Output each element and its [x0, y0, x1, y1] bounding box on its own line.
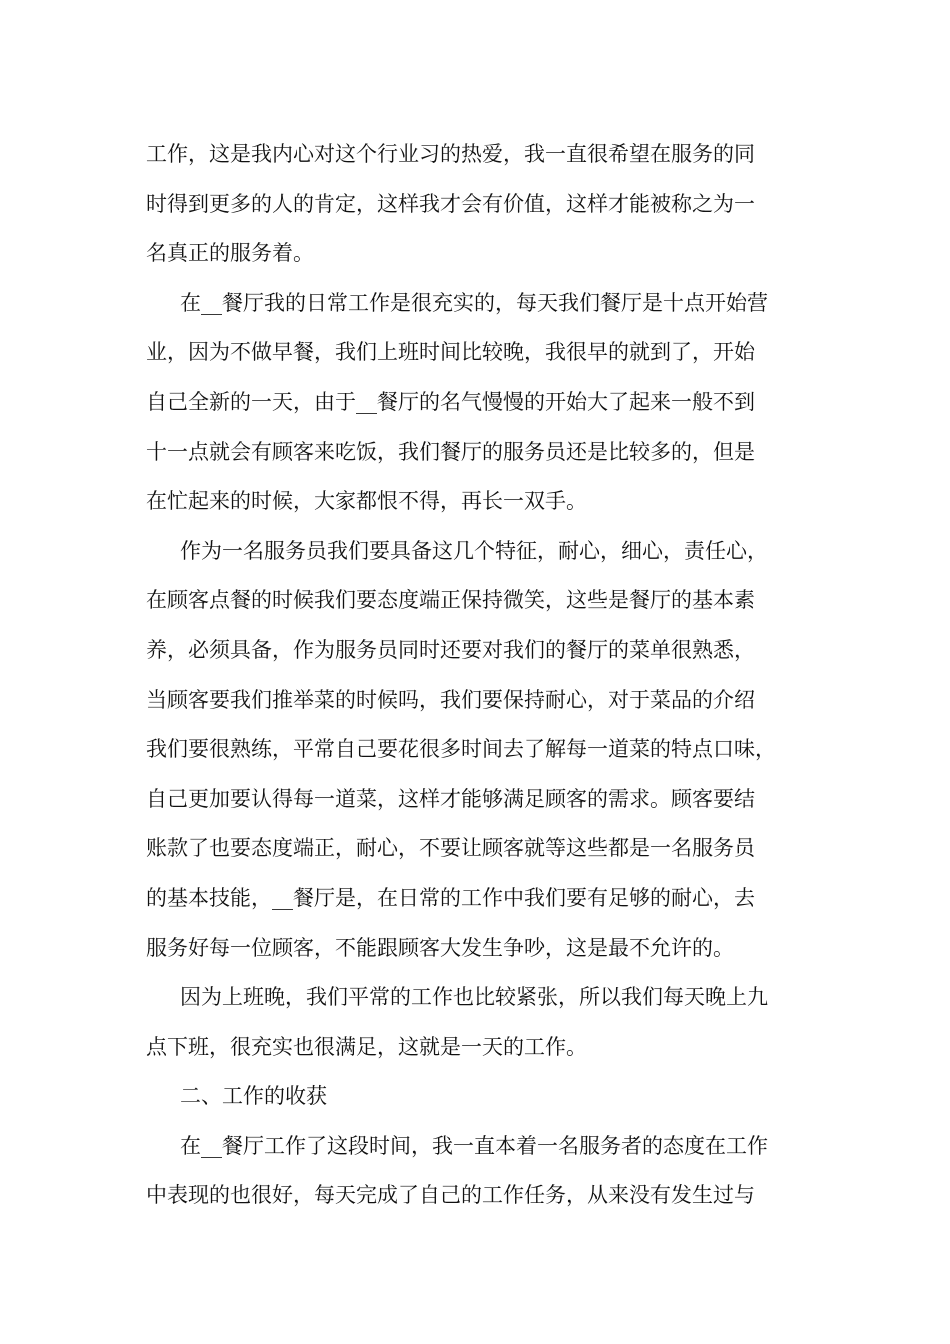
- text-line: 当顾客要我们推举菜的时候吗，我们要保持耐心，对于菜品的介绍: [146, 687, 755, 712]
- text-line: 在顾客点餐的时候我们要态度端正保持微笑，这些是餐厅的基本素: [146, 588, 755, 613]
- text-line: 的基本技能，__餐厅是，在日常的工作中我们要有足够的耐心，去: [146, 885, 755, 910]
- text-line: 自己全新的一天，由于__餐厅的名气慢慢的开始大了起来一般不到: [146, 389, 755, 414]
- text-line: 业，因为不做早餐，我们上班时间比较晚，我很早的就到了，开始: [146, 340, 755, 365]
- paragraph-start-line: 因为上班晚，我们平常的工作也比较紧张，所以我们每天晚上九: [180, 985, 768, 1010]
- text-line: 十一点就会有顾客来吃饭，我们餐厅的服务员还是比较多的，但是: [146, 439, 755, 464]
- text-line: 账款了也要态度端正，耐心，不要让顾客就等这些都是一名服务员: [146, 836, 755, 861]
- document-body: [146, 130, 806, 1221]
- text-line: 中表现的也很好，每天完成了自己的工作任务，从来没有发生过与: [146, 1183, 755, 1208]
- text-line: 在忙起来的时候，大家都恨不得，再长一双手。: [146, 489, 587, 514]
- text-line: 名真正的服务着。: [146, 241, 314, 266]
- text-line: 时得到更多的人的肯定，这样我才会有价值，这样才能被称之为一: [146, 191, 755, 216]
- paragraph-start-line: 在__餐厅我的日常工作是很充实的，每天我们餐厅是十点开始营: [180, 290, 768, 315]
- text-line: 自己更加要认得每一道菜，这样才能够满足顾客的需求。顾客要结: [146, 786, 755, 811]
- text-line: 我们要很熟练，平常自己要花很多时间去了解每一道菜的特点口味，: [146, 737, 776, 762]
- paragraph-start-line: 作为一名服务员我们要具备这几个特征，耐心，细心，责任心，: [180, 538, 768, 563]
- text-line: 工作，这是我内心对这个行业习的热爱，我一直很希望在服务的同: [146, 142, 755, 166]
- text-line: 养，必须具备，作为服务员同时还要对我们的餐厅的菜单很熟悉，: [146, 637, 755, 662]
- section-heading: 二、工作的收获: [180, 1084, 327, 1109]
- text-line: 服务好每一位顾客，不能跟顾客大发生争吵，这是最不允许的。: [146, 935, 734, 960]
- text-line: 点下班，很充实也很满足，这就是一天的工作。: [146, 1034, 587, 1059]
- paragraph-start-line: 在__餐厅工作了这段时间，我一直本着一名服务者的态度在工作: [180, 1133, 768, 1158]
